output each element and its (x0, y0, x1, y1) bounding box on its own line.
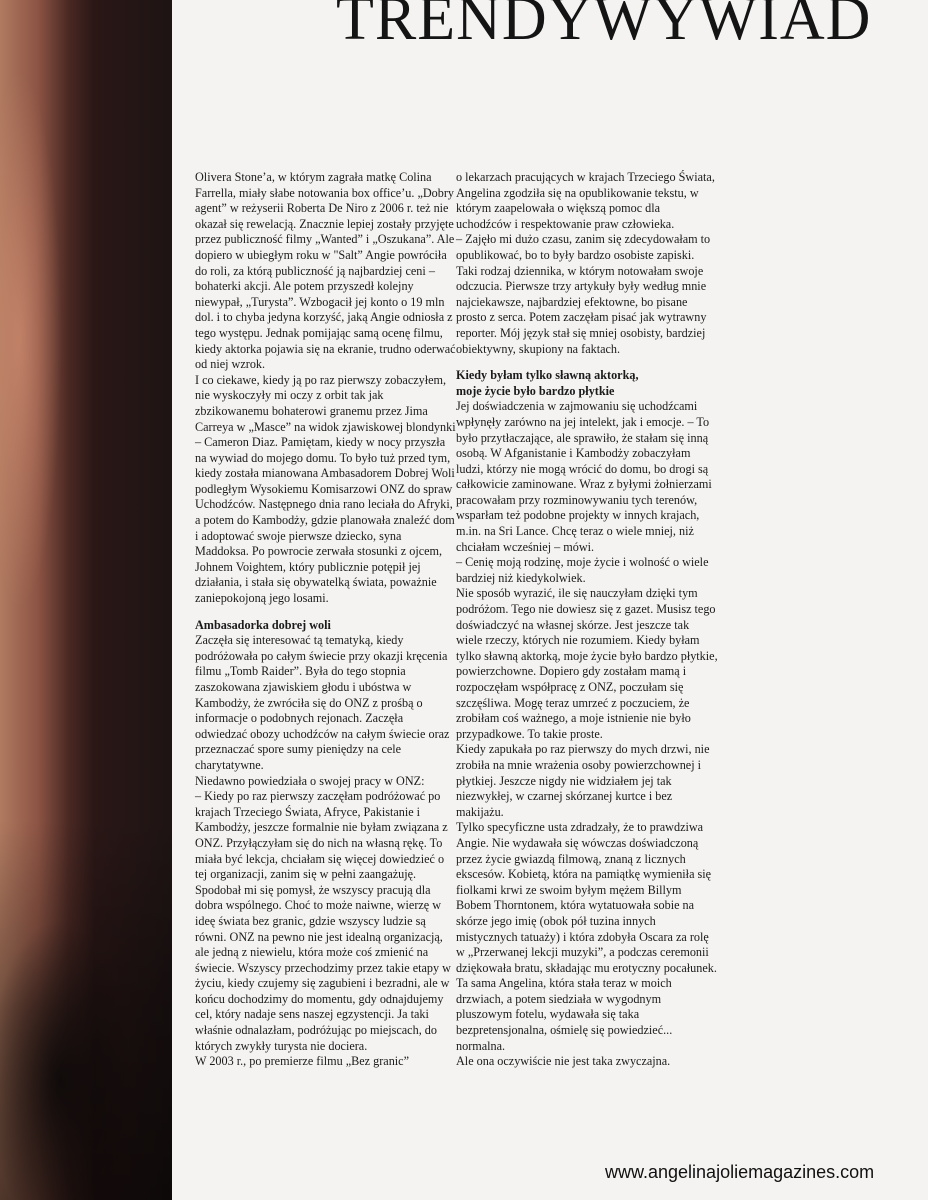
watermark: www.angelinajoliemagazines.com (605, 1162, 875, 1182)
paragraph: Niedawno powiedziała o swojej pracy w ONZ: (195, 773, 425, 788)
article-column-right (456, 170, 718, 1070)
paragraph: I co ciekawe, kiedy ją po raz pierwszy zobaczyłem, nie wyskoczyły mi oczy z orbit tak jak zbzikowanemu bohaterowi granemu przez Jima Carreya w „Masce” na widok zjawiskowej blondynki – Cameron Diaz. Pamiętam, kiedy w nocy przyszła na wywiad do mojego domu. To było tuż przed tym, kiedy została mianowana Ambasadorem Dobrej Woli podległym Wysokiemu Komisarzowi ONZ do spraw Uchodźców. Następnego dnia rano leciała do Afryki, a potem do Kambodży, gdzie planowała znaleźć dom i adoptować swoje pierwsze dziecko, syna Maddoksa. Po powrocie zerwała stosunki z ojcem, Johnem Voightem, który publicznie potępił jej działania, i stała się obywatelką świata, poważnie zaniepokojoną jego losami. (195, 372, 456, 606)
section-heading-line: moje życie było bardzo płytkie (456, 383, 615, 398)
section-heading (456, 368, 718, 399)
photo-strip (0, 0, 172, 1200)
article-column-left (195, 170, 457, 1070)
paragraph: – Cenię moją rodzinę, moje życie i wolność o wiele bardziej niż kiedykolwiek. (456, 555, 709, 585)
paragraph: Ale ona oczywiście nie jest taka zwyczajna. (456, 1054, 671, 1069)
paragraph: Tylko specyficzne usta zdradzały, że to prawdziwa Angie. Nie wydawała się wówczas doświadczoną przez życie gwiazdą filmową, znaną z licznych ekscesów. Kobietą, która na pamiątkę wymieniła się fiolkami krwi ze swoim byłym mężem Billym Bobem Thorntonem, która wytatuowała sobie na skórze jego imię (obok pół tuzina innych mistycznych tatuaży) i która zdobyła Oscara za rolę w „Przerwanej lekcji muzyki”, a podczas ceremonii dziękowała bratu, składając mu erotyczny pocałunek. Ta sama Angelina, która stała teraz w moich drzwiach, a potem siedziała w wygodnym pluszowym fotelu, wydawała się taka bezpretensjonalna, ośmielę się powiedzieć... normalna. (456, 820, 717, 1053)
section-heading: Ambasadorka dobrej woli (195, 617, 331, 632)
page-title: TRENDYWYWIAD (336, 0, 872, 53)
paragraph: W 2003 r., po premierze filmu „Bez granic” (195, 1054, 409, 1069)
paragraph: Jej doświadczenia w zajmowaniu się uchodźcami wpłynęły zarówno na jej intelekt, jak i emocje. – To było przytłaczające, ale sprawiło, że stałam się inną osobą. W Afganistanie i Kambodży zobaczyłam ludzi, którzy nie mogą wrócić do domu, bo drogi są całkowicie zaminowane. Wraz z byłymi żołnierzami pracowałam przy rozminowywaniu tych terenów, wsparłam też podobne projekty w innych krajach, m.in. na Sri Lance. Chcę teraz o wiele mniej, niż chciałam wcześniej – mówi. (456, 399, 712, 554)
paragraph: – Zajęło mi dużo czasu, zanim się zdecydowałam to opublikować, bo to były bardzo osobiste zapiski. Taki rodzaj dziennika, w którym notowałam swoje odczucia. Pierwsze trzy artykuły były według mnie najciekawsze, najbardziej efektowne, bo pisane prosto z serca. Potem zaczęłam pisać jak wytrawny reporter. Mój język stał się mniej osobisty, bardziej obiektywny, skupiony na faktach. (456, 232, 711, 356)
section-heading-line: Kiedy byłam tylko sławną aktorką, (456, 368, 639, 383)
paragraph: Kiedy zapukała po raz pierwszy do mych drzwi, nie zrobiła na mnie wrażenia osoby powierzchownej i płytkiej. Jeszcze nigdy nie widziałem jej tak niezwykłej, w czarnej skórzanej kurtce i bez makijażu. (456, 742, 710, 819)
paragraph: o lekarzach pracujących w krajach Trzeciego Świata, Angelina zgodziła się na opublikowanie tekstu, w którym zaapelowała o większą pomoc dla uchodźców i respektowanie praw człowieka. (456, 170, 715, 231)
paragraph: Zaczęła się interesować tą tematyką, kiedy podróżowała po całym świecie przy okazji kręcenia filmu „Tomb Raider”. Była do tego stopnia zaszokowana zjawiskiem głodu i ubóstwa w Kambodży, że zwróciła się do ONZ z prośbą o informacje o podobnych rejonach. Zaczęła odwiedzać obozy uchodźców na całym świecie oraz przeznaczać spore sumy pieniędzy na cele charytatywne. (195, 633, 450, 772)
paragraph: – Kiedy po raz pierwszy zaczęłam podróżować po krajach Trzeciego Świata, Afryce, Pakistanie i Kambodży, jeszcze formalnie nie byłam związana z ONZ. Przyłączyłam się do nich na własną rękę. To miała być lekcja, chciałam się więcej dowiedzieć o tej organizacji, zanim się w pełni zaangażuję. Spodobał mi się pomysł, że wszyscy pracują dla dobra wspólnego. Choć to może naiwne, wierzę w ideę świata bez granic, gdzie wszyscy ludzie są równi. ONZ na pewno nie jest idealną organizacją, ale jedną z niewielu, która może coś zmienić na świecie. Wszyscy przechodzimy przez takie etapy w życiu, kiedy czujemy się zagubieni i bezradni, ale w końcu dochodzimy do momentu, gdy odnajdujemy cel, który nadaje sens naszej egzystencji. Ja taki właśnie odnalazłam, podróżując po miejscach, do których zwykły turysta nie dociera. (195, 789, 451, 1053)
paragraph: Nie sposób wyrazić, ile się nauczyłam dzięki tym podróżom. Tego nie dowiesz się z gazet. Musisz tego doświadczyć na własnej skórze. Jest jeszcze tak wiele rzeczy, których nie rozumiem. Kiedy byłam tylko sławną aktorką, moje życie było bardzo płytkie, powierzchowne. Dopiero gdy zostałam mamą i rozpoczęłam współpracę z ONZ, poczułam się szczęśliwa. Mogę teraz umrzeć z poczuciem, że zrobiłam coś ważnego, a moje istnienie nie było przypadkowe. To takie proste. (456, 586, 718, 741)
paragraph: Olivera Stone’a, w którym zagrała matkę Colina Farrella, miały słabe notowania box office’u. „Dobry agent” w reżyserii Roberta De Niro z 2006 r. też nie okazał się rewelacją. Znacznie lepiej zostały przyjęte przez publiczność filmy „Wanted” i „Oszukana”. Ale dopiero w ubiegłym roku w "Salt” Angie powróciła do roli, za którą publiczność ją najbardziej ceni – bohaterki akcji. Ale potem przyszedł kolejny niewypał, „Turysta”. Wzbogacił jej konto o 19 mln dol. i to chyba jedyna korzyść, jaką Angie odniosła z tego występu. Jednak pomijając samą ocenę filmu, kiedy aktorka pojawia się na ekranie, trudno oderwać od niej wzrok. (195, 170, 456, 372)
